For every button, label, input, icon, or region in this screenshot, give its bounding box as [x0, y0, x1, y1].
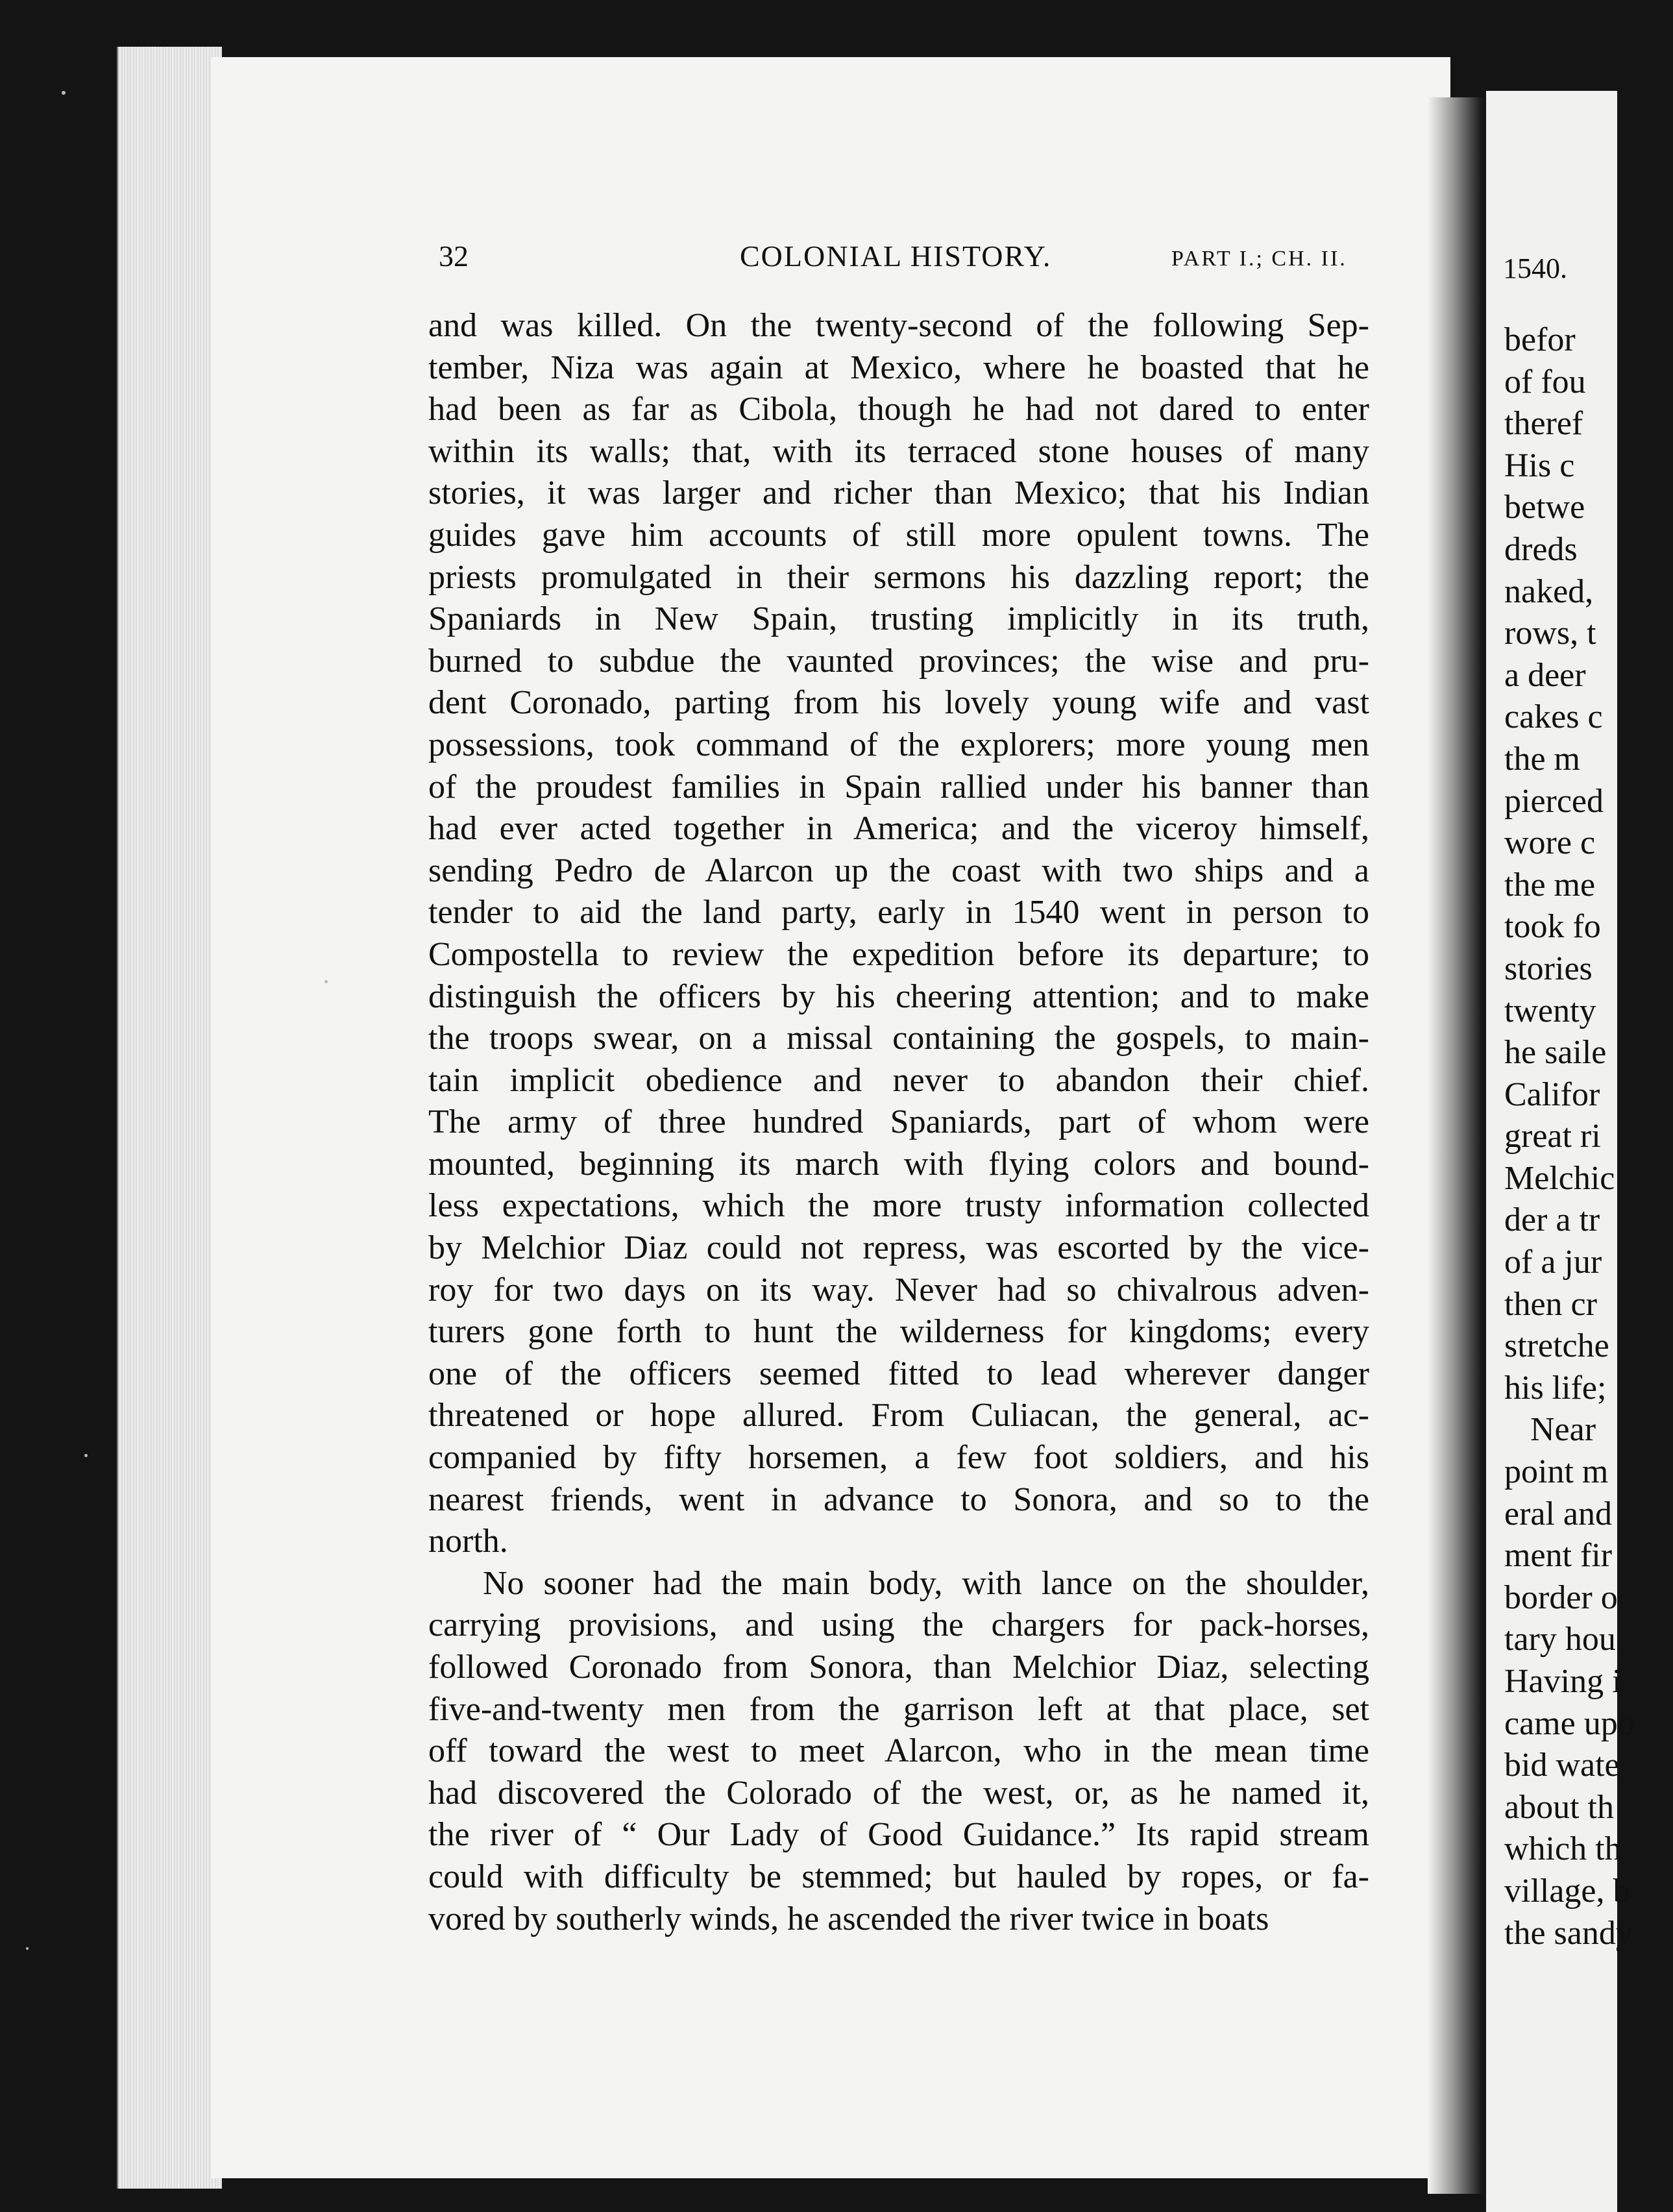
facing-text-line: der a tr [1504, 1201, 1600, 1239]
facing-text-line: point m [1504, 1453, 1609, 1491]
text-line: had ever acted together in America; and the viceroy himself, [428, 810, 1369, 848]
text-line: could with difficulty be stemmed; but hauled by ropes, or fa- [428, 1858, 1369, 1895]
facing-text-line: Melchic [1504, 1159, 1615, 1197]
facing-text-line: he saile [1504, 1034, 1607, 1072]
text-line: sending Pedro de Alarcon up the coast with two ships and a [428, 852, 1369, 889]
facing-text-line: the me [1504, 866, 1596, 903]
text-line: five-and-twenty men from the garrison left at that place, set [428, 1690, 1369, 1728]
facing-text-line: the m [1504, 740, 1580, 778]
facing-text-line: wore c [1504, 824, 1596, 862]
text-line: followed Coronado from Sonora, than Melchior Diaz, selecting [428, 1649, 1369, 1686]
running-title: COLONIAL HISTORY. [740, 240, 1052, 273]
text-line: of the proudest families in Spain rallied under his banner than [428, 768, 1369, 805]
body-text [428, 305, 1369, 1940]
facing-text-line: bid wate [1504, 1747, 1620, 1784]
facing-text-line: great ri [1504, 1118, 1601, 1155]
text-line: No sooner had the main body, with lance on the shoulder, [483, 1564, 1369, 1602]
text-line: dent Coronado, parting from his lovely young wife and vast [428, 684, 1369, 722]
facing-text-line: Califor [1504, 1075, 1600, 1113]
facing-text-line: stretche [1504, 1327, 1609, 1365]
text-line: roy for two days on its way. Never had so chivalrous adven- [428, 1271, 1369, 1309]
facing-text-line: naked, [1504, 572, 1594, 610]
text-line: companied by fifty horsemen, a few foot soldiers, and his [428, 1439, 1369, 1477]
text-line: Spaniards in New Spain, trusting implicitly in its truth, [428, 600, 1369, 638]
right-facing-page [1486, 91, 1635, 2212]
text-line: nearest friends, went in advance to Sonora, and so to the [428, 1481, 1369, 1518]
facing-text-line: befor [1504, 321, 1576, 358]
scan-speck [26, 1947, 29, 1950]
text-line: stories, it was larger and richer than Mexico; that his Indian [428, 474, 1369, 512]
scan-speck [324, 980, 328, 983]
section-reference: PART I.; CH. II. [1171, 247, 1347, 271]
facing-page-text [1504, 319, 1673, 1954]
facing-text-line: his life; [1504, 1369, 1607, 1407]
scan-speck [84, 1454, 88, 1457]
text-line: had discovered the Colorado of the west, or, as he named it, [428, 1774, 1369, 1812]
facing-text-line: eral and [1504, 1495, 1613, 1532]
text-line: vored by southerly winds, he ascended the river twice in boats [428, 1900, 1269, 1937]
text-line: mounted, beginning its march with flying colors and bound- [428, 1145, 1369, 1183]
facing-text-line: Near [1530, 1411, 1596, 1449]
facing-text-line: rows, t [1504, 615, 1596, 652]
text-line: by Melchior Diaz could not repress, was escorted by the vice- [428, 1229, 1369, 1267]
facing-text-line: theref [1504, 405, 1583, 443]
text-line: threatened or hope allured. From Culiacan, the general, ac- [428, 1397, 1369, 1434]
facing-text-line: ment fir [1504, 1537, 1613, 1575]
facing-page-year: 1540. [1503, 252, 1567, 284]
text-line: priests promulgated in their sermons his dazzling report; the [428, 558, 1369, 596]
page-number: 32 [439, 240, 469, 273]
text-line: possessions, took command of the explorers; more young men [428, 726, 1369, 763]
facing-text-line: of a jur [1504, 1244, 1602, 1281]
facing-text-line: pierced [1504, 782, 1604, 820]
facing-text-line: about th [1504, 1788, 1614, 1826]
facing-text-line: stories [1504, 950, 1593, 987]
facing-text-line: then cr [1504, 1285, 1597, 1323]
text-line: tember, Niza was again at Mexico, where he boasted that he [428, 349, 1369, 386]
text-line: less expectations, which the more trusty information collected [428, 1187, 1369, 1225]
stacked-page-edges [117, 47, 222, 2189]
text-line: The army of three hundred Spaniards, part of whom were [428, 1103, 1369, 1141]
text-line: had been as far as Cibola, though he had not dared to enter [428, 391, 1369, 428]
text-line: burned to subdue the vaunted provinces; the wise and pru- [428, 642, 1369, 680]
text-line: off toward the west to meet Alarcon, who in the mean time [428, 1732, 1369, 1770]
text-line: and was killed. On the twenty-second of the following Sep- [428, 307, 1369, 344]
facing-text-line: came upo [1504, 1704, 1635, 1742]
text-line: north. [428, 1523, 508, 1560]
facing-text-line: village, b [1504, 1872, 1630, 1910]
facing-text-line: twenty [1504, 992, 1596, 1029]
facing-text-line: border o [1504, 1579, 1618, 1616]
text-line: the troops swear, on a missal containing the gospels, to main- [428, 1020, 1369, 1057]
facing-text-line: cakes c [1504, 698, 1603, 736]
text-line: one of the officers seemed fitted to lead wherever danger [428, 1355, 1369, 1392]
text-line: within its walls; that, with its terraced stone houses of many [428, 432, 1369, 470]
text-line: guides gave him accounts of still more opulent towns. The [428, 516, 1369, 554]
facing-text-line: took fo [1504, 908, 1601, 946]
text-line: tender to aid the land party, early in 1540 went in person to [428, 894, 1369, 931]
facing-text-line: dreds [1504, 530, 1578, 568]
text-line: carrying provisions, and using the chargers for pack-horses, [428, 1606, 1369, 1644]
facing-text-line: of fou [1504, 363, 1586, 400]
text-line: Compostella to review the expedition before its departure; to [428, 935, 1369, 973]
facing-text-line: a deer [1504, 656, 1586, 694]
text-line: the river of “ Our Lady of Good Guidance.” Its rapid stream [428, 1816, 1369, 1854]
facing-text-line: Having i [1504, 1663, 1622, 1700]
text-line: distinguish the officers by his cheering attention; and to make [428, 977, 1369, 1015]
facing-text-line: tary hou [1504, 1621, 1616, 1658]
facing-text-line: the sandy [1504, 1914, 1633, 1952]
facing-text-line: which th [1504, 1830, 1622, 1868]
scan-speck [62, 91, 66, 95]
text-line: turers gone forth to hunt the wilderness for kingdoms; every [428, 1313, 1369, 1351]
text-line: tain implicit obedience and never to abandon their chief. [428, 1061, 1369, 1099]
facing-text-line: betwe [1504, 489, 1585, 526]
facing-text-line: His c [1504, 447, 1575, 484]
